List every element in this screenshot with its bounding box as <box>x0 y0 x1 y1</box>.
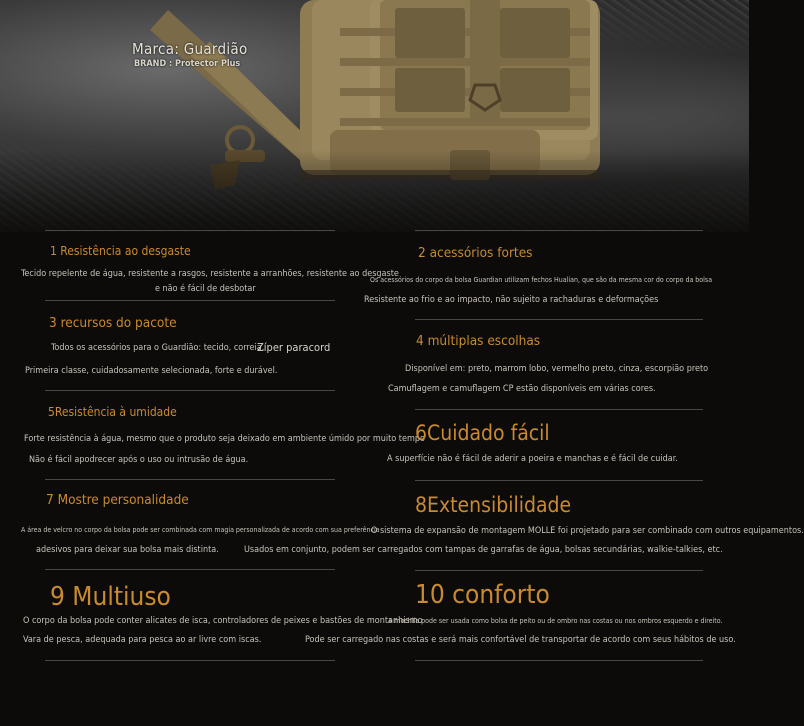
feature-title: 4 múltiplas escolhas <box>416 333 541 349</box>
feature-title: 10 conforto <box>415 580 550 610</box>
feature-text: adesivos para deixar sua bolsa mais distinta. <box>36 545 219 555</box>
feature-title: 5Resistência à umidade <box>48 405 177 419</box>
feature-text: A área de velcro no corpo da bolsa pode ser combinada com magia personalizada de acordo com sua preferência <box>21 526 380 534</box>
divider <box>45 660 335 661</box>
hero-fade <box>0 150 749 240</box>
feature-text: A superfície não é fácil de aderir a poeira e manchas e é fácil de cuidar. <box>387 454 678 464</box>
divider <box>415 480 703 481</box>
divider <box>45 390 335 391</box>
feature-text: Resistente ao frio e ao impacto, não sujeito a rachaduras e deformações <box>364 295 659 305</box>
divider <box>45 569 335 570</box>
feature-text: A mochila pode ser usada como bolsa de peito ou de ombro nas costas ou nos ombros esquerdo e direito. <box>388 617 723 625</box>
divider <box>45 300 335 301</box>
divider <box>415 230 703 231</box>
product-hero-image <box>0 0 749 232</box>
feature-title: 9 Multiuso <box>50 582 171 612</box>
feature-title: 8Extensibilidade <box>415 493 572 517</box>
feature-text: Vara de pesca, adequada para pesca ao ar livre com iscas. <box>23 635 262 645</box>
divider <box>45 230 335 231</box>
feature-title: 6Cuidado fácil <box>415 421 550 445</box>
divider <box>415 319 703 320</box>
brand-name-line: Marca: Guardião <box>132 40 248 58</box>
feature-text: Pode ser carregado nas costas e será mais confortável de transportar de acordo com seus hábitos de uso. <box>305 635 736 645</box>
divider <box>415 660 703 661</box>
feature-text: Os acessórios do corpo da bolsa Guardian utilizam fechos Hualian, que são da mesma cor do corpo da bolsa <box>370 276 713 284</box>
brand-sub-line: BRAND : Protector Plus <box>134 59 241 69</box>
feature-title: 2 acessórios fortes <box>418 245 533 261</box>
overlay-label: Zíper paracord <box>257 341 331 354</box>
feature-text: Disponível em: preto, marrom lobo, vermelho preto, cinza, escorpião preto <box>405 364 709 374</box>
divider <box>45 479 335 480</box>
feature-text: Usados em conjunto, podem ser carregados com tampas de garrafas de água, bolsas secundárias, walkie-talkies, etc. <box>244 545 723 555</box>
feature-text: e não é fácil de desbotar <box>155 284 256 294</box>
feature-text: Forte resistência à água, mesmo que o produto seja deixado em ambiente úmido por muito tempo <box>24 434 425 444</box>
feature-text: Não é fácil apodrecer após o uso ou intrusão de água. <box>29 455 249 465</box>
feature-text: O sistema de expansão de montagem MOLLE foi projetado para ser combinado com outros equipamentos. <box>371 526 804 536</box>
divider <box>415 570 703 571</box>
feature-text: O corpo da bolsa pode conter alicates de isca, controladores de peixes e bastões de montanhismo <box>23 616 423 626</box>
feature-text: Primeira classe, cuidadosamente selecionada, forte e durável. <box>25 366 278 376</box>
feature-text: Camuflagem e camuflagem CP estão disponíveis em várias cores. <box>388 384 656 394</box>
divider <box>415 409 703 410</box>
feature-text: Todos os acessórios para o Guardião: tecido, correia, <box>51 343 265 353</box>
feature-title: 1 Resistência ao desgaste <box>50 244 191 258</box>
feature-text: Tecido repelente de água, resistente a rasgos, resistente a arranhões, resistente ao desgaste <box>21 269 399 279</box>
feature-title: 7 Mostre personalidade <box>46 492 189 508</box>
feature-title: 3 recursos do pacote <box>49 315 177 331</box>
